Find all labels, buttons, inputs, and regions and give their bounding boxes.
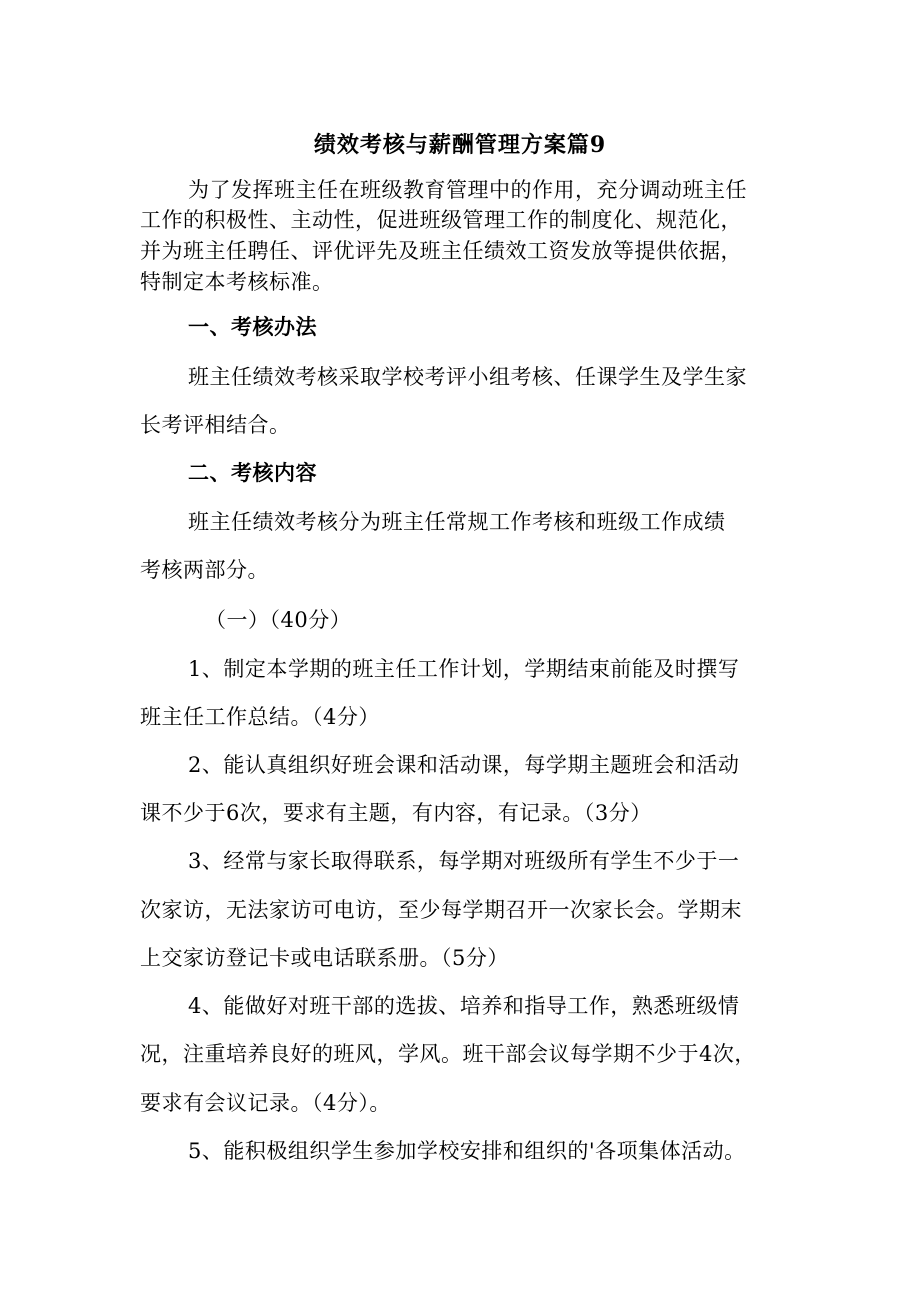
item-line: 课不少于6次，要求有主题，有内容，有记录。（3分） xyxy=(140,801,652,825)
item-line: 况，注重培养良好的班风，学风。班干部会议每学期不少于4次， xyxy=(140,1042,756,1066)
intro-line: 并为班主任聘任、评优评先及班主任绩效工资发放等提供依据， xyxy=(140,239,742,263)
item-line: 班主任工作总结。（4分） xyxy=(140,705,380,729)
intro-line: 工作的积极性、主动性，促进班级管理工作的制度化、规范化， xyxy=(140,208,742,232)
item-line: 4、能做好对班干部的选拔、培养和指导工作，熟悉班级情 xyxy=(188,994,740,1018)
item-line: 上交家访登记卡或电话联系册。（5分） xyxy=(140,946,509,970)
paragraph-line: 考核两部分。 xyxy=(140,558,269,582)
item-line: 5、能积极组织学生参加学校安排和组织的'各项集体活动。 xyxy=(188,1139,746,1163)
document-title: 绩效考核与薪酬管理方案篇9 xyxy=(313,132,607,158)
paragraph-line: 长考评相结合。 xyxy=(140,413,291,437)
paragraph-line: 班主任绩效考核采取学校考评小组考核、任课学生及学生家 xyxy=(188,365,747,389)
section-heading-method: 一、考核办法 xyxy=(188,314,317,339)
item-line: 1、制定本学期的班主任工作计划，学期结束前能及时撰写 xyxy=(188,657,740,681)
item-line: 次家访，无法家访可电访，至少每学期召开一次家长会。学期末 xyxy=(140,898,742,922)
sub-heading: （一）（40分） xyxy=(205,608,352,632)
intro-line: 特制定本考核标准。 xyxy=(140,270,334,294)
paragraph-line: 班主任绩效考核分为班主任常规工作考核和班级工作成绩 xyxy=(188,510,726,534)
item-line: 要求有会议记录。（4分）。 xyxy=(140,1091,391,1115)
item-line: 3、经常与家长取得联系，每学期对班级所有学生不少于一 xyxy=(188,849,740,873)
section-heading-content: 二、考核内容 xyxy=(188,460,317,485)
item-line: 2、能认真组织好班会课和活动课，每学期主题班会和活动 xyxy=(188,753,740,777)
intro-line: 为了发挥班主任在班级教育管理中的作用，充分调动班主任 xyxy=(188,178,747,202)
